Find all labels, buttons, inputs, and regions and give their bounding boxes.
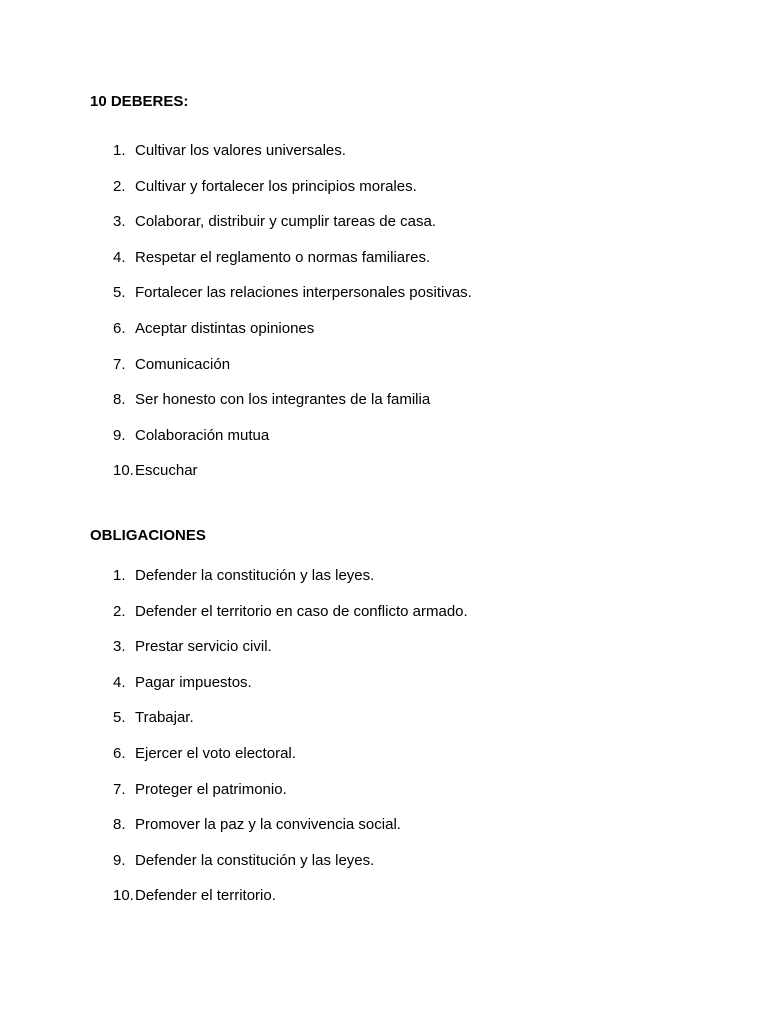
list-item	[0, 567, 768, 603]
list-item-number: 2.	[113, 177, 126, 195]
list-item-number: 4.	[113, 248, 126, 266]
list-item	[0, 249, 768, 285]
section-heading-deberes: 10 DEBERES:	[90, 93, 189, 110]
list-item-text: Fortalecer las relaciones interpersonales positivas.	[135, 284, 472, 302]
list-item-number: 8.	[113, 391, 126, 409]
section-heading-obligaciones: OBLIGACIONES	[90, 527, 206, 544]
list-item-number: 7.	[113, 780, 126, 798]
list-item-text: Defender la constitución y las leyes.	[135, 851, 375, 869]
list-item-number: 2.	[113, 602, 126, 620]
list-item-text: Defender la constitución y las leyes.	[135, 567, 375, 584]
list-item	[0, 852, 768, 888]
list-item-text: Pagar impuestos.	[135, 673, 252, 691]
list-item-text: Defender el territorio.	[135, 887, 276, 905]
list-item	[0, 427, 768, 463]
list-item	[0, 462, 768, 498]
list-item-text: Proteger el patrimonio.	[135, 780, 287, 798]
list-item-number: 3.	[113, 213, 126, 231]
list-item	[0, 745, 768, 781]
list-item-number: 5.	[113, 284, 126, 302]
list-item-text: Aceptar distintas opiniones	[135, 319, 315, 337]
list-item-number: 9.	[113, 851, 126, 869]
list-item	[0, 674, 768, 710]
list-item-number: 8.	[113, 816, 126, 834]
list-item	[0, 816, 768, 852]
list-item-number: 1.	[113, 567, 126, 584]
list-item	[0, 638, 768, 674]
list-item-number: 5.	[113, 709, 126, 727]
list-item-number: 7.	[113, 355, 126, 373]
list-item-text: Ser honesto con los integrantes de la familia	[135, 391, 431, 409]
list-item	[0, 356, 768, 392]
list-item-number: 10.	[113, 462, 134, 480]
list-item-number: 6.	[113, 319, 126, 337]
list-item	[0, 320, 768, 356]
list-item-number: 4.	[113, 673, 126, 691]
list-item-text: Colaborar, distribuir y cumplir tareas de casa.	[135, 213, 436, 231]
deberes-list	[0, 142, 768, 498]
list-item-text: Defender el territorio en caso de conflicto armado.	[135, 602, 468, 620]
list-item-text: Promover la paz y la convivencia social.	[135, 816, 401, 834]
list-item-number: 10.	[113, 887, 134, 905]
list-item-text: Trabajar.	[135, 709, 194, 727]
list-item	[0, 781, 768, 817]
list-item-text: Cultivar los valores universales.	[135, 142, 346, 159]
list-item	[0, 142, 768, 178]
list-item	[0, 178, 768, 214]
list-item-text: Escuchar	[135, 462, 198, 480]
list-item-text: Comunicación	[135, 355, 231, 373]
list-item-text: Respetar el reglamento o normas familiares.	[135, 248, 431, 266]
list-item	[0, 391, 768, 427]
obligaciones-list	[0, 567, 768, 923]
list-item	[0, 603, 768, 639]
list-item-number: 3.	[113, 638, 126, 656]
list-item-text: Colaboración mutua	[135, 426, 270, 444]
list-item	[0, 213, 768, 249]
list-item-number: 9.	[113, 426, 126, 444]
list-item	[0, 709, 768, 745]
list-item-text: Cultivar y fortalecer los principios morales.	[135, 177, 417, 195]
list-item	[0, 284, 768, 320]
list-item-text: Prestar servicio civil.	[135, 638, 272, 656]
list-item	[0, 887, 768, 923]
list-item-text: Ejercer el voto electoral.	[135, 744, 296, 762]
list-item-number: 1.	[113, 142, 126, 159]
list-item-number: 6.	[113, 744, 126, 762]
